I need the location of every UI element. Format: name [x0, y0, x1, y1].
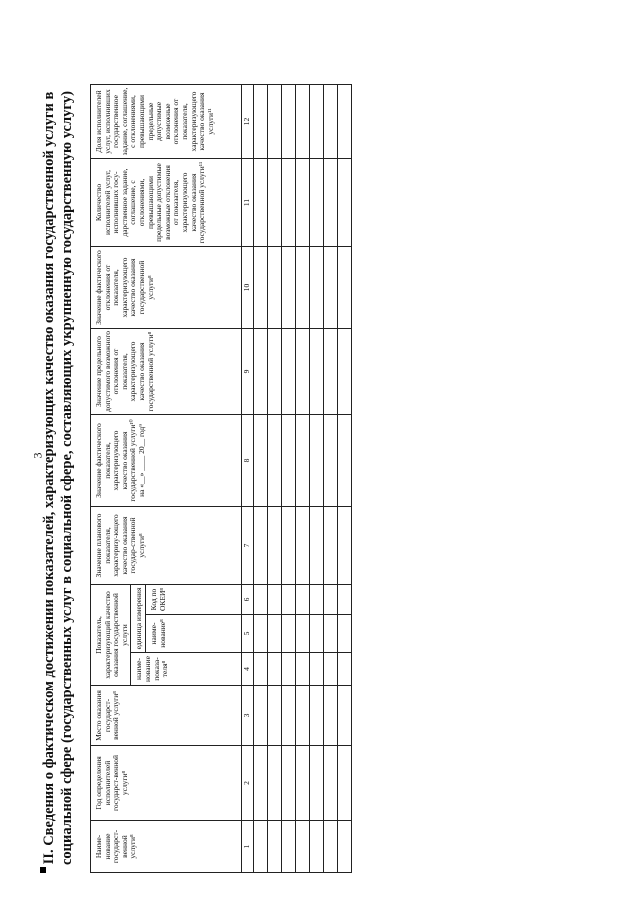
table-cell	[295, 159, 309, 247]
header-year: Год определения исполнителей государст-венной услуги⁸	[91, 746, 242, 821]
column-number: 4	[241, 653, 253, 686]
column-number: 3	[241, 686, 253, 746]
column-number: 1	[241, 821, 253, 873]
table-cell	[281, 159, 295, 247]
table-cell	[295, 585, 309, 615]
table-cell	[281, 585, 295, 615]
table-cell	[295, 507, 309, 585]
table-cell	[309, 746, 323, 821]
table-cell	[323, 746, 337, 821]
table-cell	[267, 247, 281, 329]
header-actual-value: Значение фактического показателя, характеризующего качество оказания государственной услуги¹⁰ на «__» ____ 20__ год⁹	[91, 415, 242, 507]
table-cell	[295, 686, 309, 746]
table-cell	[309, 653, 323, 686]
table-cell	[253, 653, 267, 686]
table-cell	[267, 653, 281, 686]
table-cell	[323, 821, 337, 873]
table-cell	[253, 329, 267, 415]
header-actual-deviation: Значение фактического отклонения от показателя, характеризующего качество оказания государственной услуги⁸	[91, 247, 242, 329]
table-cell	[323, 415, 337, 507]
table-cell	[323, 686, 337, 746]
table-cell	[281, 821, 295, 873]
table-cell	[323, 653, 337, 686]
table-cell	[323, 615, 337, 653]
table-cell	[323, 507, 337, 585]
table-cell	[309, 415, 323, 507]
header-indicator-name: наиме-нование показа-теля⁸	[131, 653, 242, 686]
table-cell	[253, 585, 267, 615]
table-cell	[281, 329, 295, 415]
table-cell	[253, 159, 267, 247]
table-cell	[309, 159, 323, 247]
table-cell	[253, 746, 267, 821]
table-cell	[281, 85, 295, 159]
title-line-1: II. Сведения о фактическом достижении показателей, характеризующих качество оказания государственной услуги в	[41, 91, 57, 865]
header-unit-name: наиме-нование⁸	[145, 615, 241, 653]
table-cell	[253, 507, 267, 585]
table-cell	[281, 746, 295, 821]
table-row	[267, 85, 281, 873]
column-number: 8	[241, 415, 253, 507]
table-cell	[253, 821, 267, 873]
table-cell	[281, 247, 295, 329]
table-cell	[281, 686, 295, 746]
table-cell	[323, 585, 337, 615]
column-number: 9	[241, 329, 253, 415]
page-number: 3	[30, 452, 45, 459]
table-cell	[267, 746, 281, 821]
table-cell	[337, 329, 351, 415]
table-cell	[267, 615, 281, 653]
table-cell	[295, 746, 309, 821]
table-cell	[309, 585, 323, 615]
table-cell	[337, 507, 351, 585]
table-cell	[309, 507, 323, 585]
column-number: 10	[241, 247, 253, 329]
column-number: 7	[241, 507, 253, 585]
title-line-2: социальной сфере (государственных услуг в социальной сфере, составляющих укрупненную государственную услугу)	[59, 90, 75, 866]
table-cell	[253, 686, 267, 746]
table-cell	[337, 159, 351, 247]
table-cell	[337, 821, 351, 873]
column-number: 12	[241, 85, 253, 159]
column-number: 11	[241, 159, 253, 247]
header-row-1	[91, 85, 131, 873]
table-row	[295, 85, 309, 873]
column-number: 6	[241, 585, 253, 615]
table-cell	[337, 615, 351, 653]
table-cell	[295, 329, 309, 415]
table-cell	[309, 686, 323, 746]
table-cell	[295, 615, 309, 653]
table-cell	[337, 686, 351, 746]
table-cell	[295, 85, 309, 159]
table-cell	[267, 821, 281, 873]
header-plan-value: Значение планового показателя, характеризу-ющего качество оказания государ-ственной услуги⁸	[91, 507, 242, 585]
table-cell	[309, 85, 323, 159]
rotated-content	[40, 83, 600, 873]
section-title	[40, 83, 76, 873]
table-cell	[337, 415, 351, 507]
column-numbers-row	[241, 85, 253, 873]
table-cell	[253, 247, 267, 329]
table-cell	[337, 247, 351, 329]
table-cell	[281, 415, 295, 507]
header-limit-deviation: Значение предельного допустимого возможного отклонения от показателя, характеризующего качество оказания государственной услуги⁸	[91, 329, 242, 415]
table-cell	[309, 615, 323, 653]
table-cell	[323, 85, 337, 159]
table-cell	[309, 821, 323, 873]
table-row	[323, 85, 337, 873]
header-service-name: Наиме-нование государст-венной услуги⁸	[91, 821, 242, 873]
table-cell	[295, 247, 309, 329]
header-executors-share: Доля исполнителей услуг, исполнивших государственное задание, соглашение, с отклонениями, превышающими предельные допустимые возможные отклонения от показателя, характеризующего качество оказания услуги¹¹	[91, 85, 242, 159]
table-cell	[309, 329, 323, 415]
header-place: Место оказания государст-венной услуги⁸	[91, 686, 242, 746]
table-cell	[281, 507, 295, 585]
table-cell	[337, 85, 351, 159]
table-cell	[267, 85, 281, 159]
table-cell	[281, 615, 295, 653]
table-cell	[267, 507, 281, 585]
table-cell	[267, 329, 281, 415]
table-cell	[267, 686, 281, 746]
column-number: 2	[241, 746, 253, 821]
table-cell	[267, 585, 281, 615]
table-cell	[337, 585, 351, 615]
table-cell	[337, 653, 351, 686]
header-okei-code: Код по ОКЕИ⁸	[145, 585, 241, 615]
table-cell	[253, 615, 267, 653]
table-cell	[267, 415, 281, 507]
header-executors-count: Количество исполнителей услуг, исполнивших госу-дарственное задание, соглашение, с отклонениями, превышающими предельные допустимые возможные отклонения от показателя, характеризующего качество оказания государственной услуги¹¹	[91, 159, 242, 247]
table-row	[253, 85, 267, 873]
table-row	[281, 85, 295, 873]
table-cell	[267, 159, 281, 247]
table-cell	[323, 159, 337, 247]
table-row	[337, 85, 351, 873]
table-cell	[281, 653, 295, 686]
table-row	[309, 85, 323, 873]
table-cell	[295, 415, 309, 507]
table-cell	[323, 329, 337, 415]
indicators-table	[90, 84, 352, 873]
data-rows	[253, 85, 351, 873]
column-number: 5	[241, 615, 253, 653]
table-cell	[337, 746, 351, 821]
header-indicator-group: Показатель, характеризующий качество оказания государственной услуги	[91, 585, 131, 686]
table-cell	[309, 247, 323, 329]
table-cell	[253, 415, 267, 507]
table-cell	[295, 653, 309, 686]
table-cell	[295, 821, 309, 873]
table-cell	[323, 247, 337, 329]
table-cell	[253, 85, 267, 159]
header-unit-group: единица измерения	[131, 585, 146, 653]
